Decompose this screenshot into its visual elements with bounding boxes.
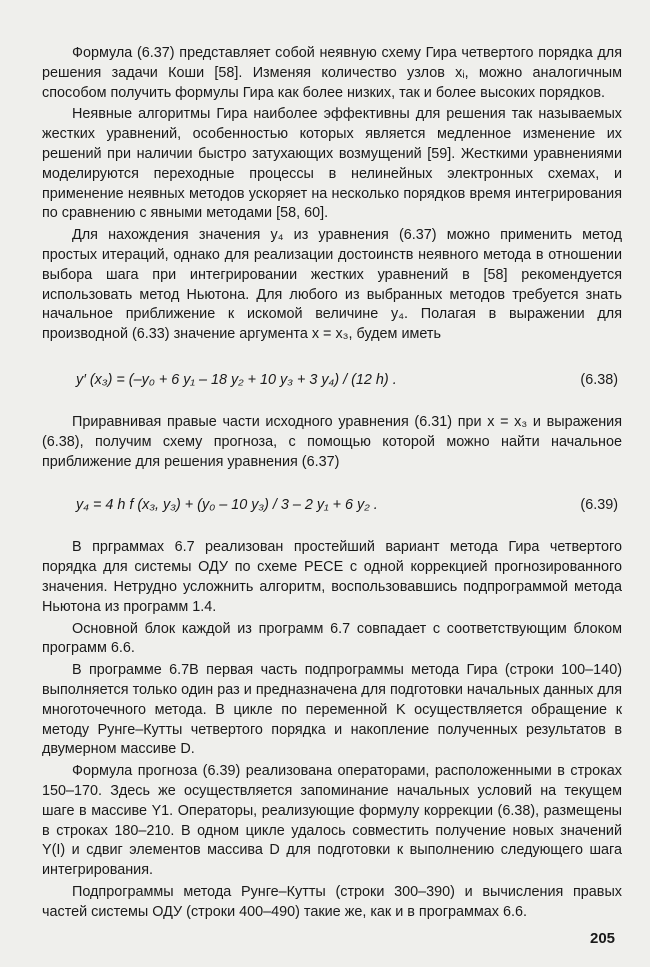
- paragraph-stiff-equations: Неявные алгоритмы Гира наиболее эффективны для решения так называемых жестких уравнений, особенностью которых является медленное изменение их решений при наличии быстро затухающих возмущений [59]. Жесткими уравнениями моделируются переходные процессы в нелинейных электронных схемах, и применение неявных методов ускоряет на несколько порядков время интегрирования по сравнению с явными методами [58, 60].: [42, 106, 622, 222]
- paragraph-main-block: Основной блок каждой из программ 6.7 совпадает с соответствующим блоком программ 6.6.: [42, 620, 622, 657]
- paragraph-programs-6-7: В прграммах 6.7 реализован простейший вариант метода Гира четвертого порядка для системы ОДУ по схеме PECE с одной коррекцией прогнозированного значения. Нетрудно усложнить алгоритм, воспользовавшись подпрограммой метода Ньютона из программ 1.4.: [42, 539, 622, 615]
- paragraph-runge-kutta: Подпрограммы метода Рунге–Кутты (строки 300–390) и вычисления правых частей системы ОДУ (строки 400–490) такие же, как и в программах 6.6.: [42, 883, 622, 920]
- equation-6-39-number: (6.39): [580, 497, 618, 514]
- paragraph-prediction-scheme: Приравнивая правые части исходного уравнения (6.31) при x = x₃ и выражения (6.38), получим схему прогноза, с помощью которой можно найти начальное приближение для решения уравнения (6.37): [42, 413, 622, 470]
- equation-6-38-number: (6.38): [580, 371, 618, 388]
- equation-6-39: [42, 494, 622, 516]
- equation-6-39-expression: y₄ = 4 h f (x₃, y₃) + (y₀ – 10 y₃) / 3 – 2 y₁ + 6 y₂ .: [76, 497, 378, 514]
- paragraph-gear-formula: Формула (6.37) представляет собой неявную схему Гира четвертого порядка для решения задачи Коши [58]. Изменяя количество узлов xᵢ, можно аналогичным способом получить формулы Гира как более низких, так и более высоких порядков.: [42, 45, 622, 101]
- equation-6-38: [42, 369, 622, 391]
- page-number: 205: [590, 930, 616, 947]
- equation-6-38-expression: y′ (x₃) = (–y₀ + 6 y₁ – 18 y₂ + 10 y₃ + 3 y₄) / (12 h) .: [76, 371, 397, 388]
- paragraph-iteration-method: Для нахождения значения y₄ из уравнения (6.37) можно применить метод простых итераций, однако для реализации достоинств неявного метода в отношении выбора шага при интегрировании жестких уравнений в [58] рекомендуется использовать метод Ньютона. Для любого из выбранных методов требуется знать начальное приближение к искомой величине y₄. Полагая в выражении для производной (6.33) значение аргумента x = x₃, будем иметь: [42, 227, 622, 343]
- paragraph-prediction-formula: Формула прогноза (6.39) реализована операторами, расположенными в строках 150–170. Здесь же осуществляется запоминание начальных условий на текущем шаге в массиве Y1. Операторы, реализующие формулу коррекции (6.38), размещены в строках 180–210. В одном цикле удалось совместить получение новых значений Y(I) и сдвиг элементов массива D для подготовки к выполнению следующего шага интегрирования.: [42, 763, 622, 879]
- paragraph-program-6-7b: В программе 6.7В первая часть подпрограммы метода Гира (строки 100–140) выполняется только один раз и предназначена для подготовки начальных данных для многоточечного метода. В цикле по переменной K осуществляется обращение к методу Рунге–Кутты четвертого порядка и накопление полученных результатов в двумерном массиве D.: [42, 662, 622, 758]
